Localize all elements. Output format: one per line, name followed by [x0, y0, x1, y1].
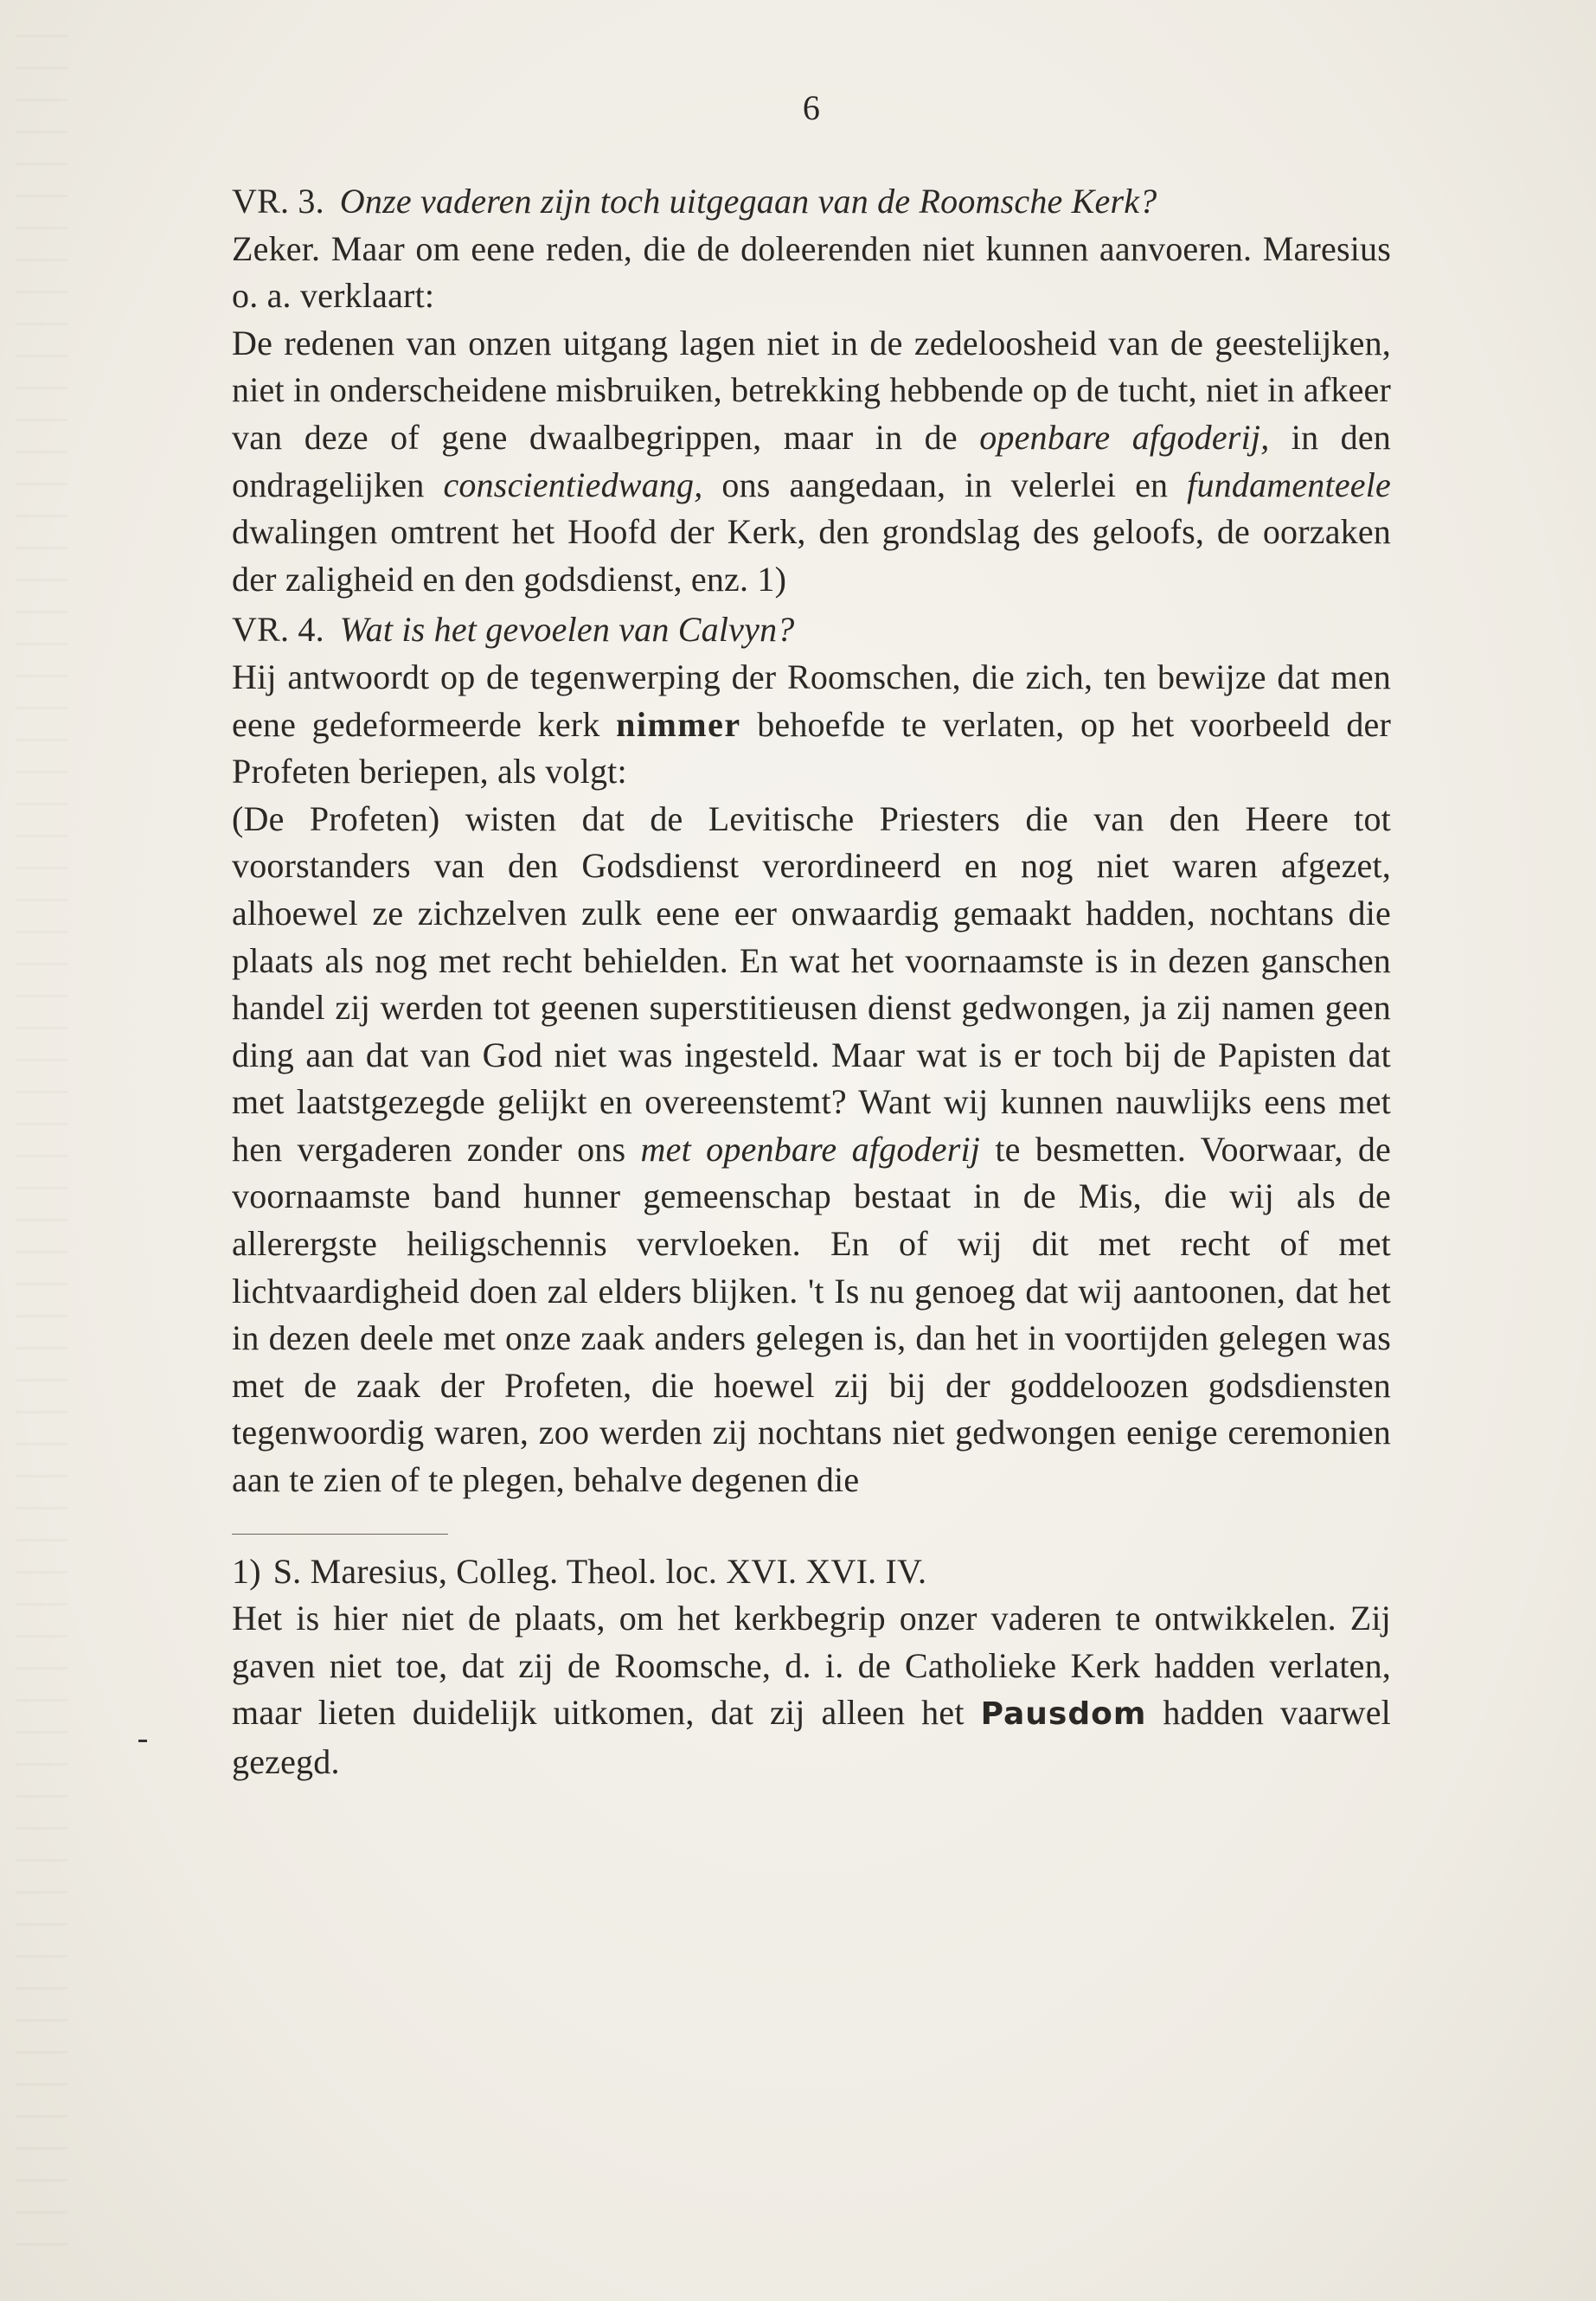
- footnote-number: 1): [232, 1551, 261, 1591]
- footnote-text: [232, 1595, 1391, 1785]
- maresius-quote-italic-3: fundamenteele: [1187, 465, 1391, 504]
- maresius-quote-part-2: in den ondragelijken: [232, 417, 1391, 504]
- footnote-reference: [232, 1548, 1391, 1596]
- maresius-quote-italic-1: openbare afgoderij,: [979, 417, 1270, 457]
- calvin-quote-italic: met openbare afgoderij: [640, 1129, 981, 1169]
- page-number: 6: [802, 88, 821, 127]
- footnote: [232, 1548, 1391, 1786]
- question-4-text: Wat is het gevoelen van Calvyn?: [339, 610, 795, 650]
- question-4: [232, 606, 1391, 654]
- maresius-quote-italic-2: conscientiedwang,: [443, 465, 703, 504]
- footnote-text-part-1: Het is hier niet de plaats, om het kerkbegrip onzer vaderen te ontwikkelen. Zij gaven niet toe, dat zij de Roomsche, d. i. de Catholieke Kerk hadden verlaten, maar lieten duidelijk uitkomen, dat zij alleen het: [232, 1599, 1391, 1733]
- footnote-text-part-2: hadden vaarwel gezegd.: [232, 1693, 1391, 1781]
- answer-4-part-1: Hij antwoordt op de tegenwerping der Roomschen, die zich, ten bewijze dat men eene gedeformeerde kerk: [232, 657, 1391, 744]
- maresius-quote-part-1: De redenen van onzen uitgang lagen niet in de zedeloosheid van de geestelijken, niet in onderscheidene misbruiken, betrekking hebbende op de tucht, niet in afkeer van deze of gene dwaalbegrippen, maar in de: [232, 323, 1391, 457]
- answer-4-bold: nimmer: [616, 704, 741, 744]
- calvin-quote: [232, 796, 1391, 1504]
- question-3-label: VR. 3.: [232, 182, 324, 221]
- footnote-citation: S. Maresius, Colleg. Theol. loc. XVI. XVI. IV.: [272, 1551, 927, 1591]
- page-body: [232, 78, 1391, 1786]
- maresius-quote-part-3: ons aangedaan, in velerlei en: [702, 465, 1188, 504]
- question-3: [232, 178, 1391, 226]
- answer-4-part-2: behoefde te verlaten, op het voorbeeld der Profeten beriepen, als volgt:: [232, 704, 1391, 792]
- footnote-bold: Pausdom: [980, 1696, 1147, 1733]
- margin-mark: [138, 1740, 147, 1742]
- calvin-quote-part-1: (De Profeten) wisten dat de Levitische Priesters die van den Heere tot voorstanders van den Godsdienst verordineerd en nog niet waren afgezet, alhoewel ze zichzelven zulk eene eer onwaardig gemaakt hadden, nochtans die plaats als nog met recht behielden. En wat het voornaamste is in dezen ganschen handel zij werden tot geenen superstitieusen dienst gedwongen, ja zij namen geen ding aan dat van God niet was ingesteld. Maar wat is er toch bij de Papisten dat met laatstgezegde gelijkt en overeenstemt? Want wij kunnen nauwlijks eens met hen vergaderen zonder ons: [232, 798, 1391, 1169]
- answer-3-intro: Zeker. Maar om eene reden, die de doleerenden niet kunnen aanvoeren. Maresius o. a. verklaart:: [232, 228, 1391, 316]
- question-4-label: VR. 4.: [232, 610, 324, 650]
- question-3-text: Onze vaderen zijn toch uitgegaan van de Roomsche Kerk?: [339, 182, 1157, 221]
- answer-4-intro: [232, 654, 1391, 796]
- footnote-divider: [232, 1534, 448, 1535]
- maresius-quote: [232, 320, 1391, 604]
- maresius-quote-part-4: dwalingen omtrent het Hoofd der Kerk, den grondslag des geloofs, de oorzaken der zaligheid en den godsdienst, enz. 1): [232, 512, 1391, 599]
- calvin-quote-part-2: te besmetten. Voorwaar, de voornaamste band hunner gemeenschap bestaat in de Mis, die wij als de allerergste heiligschennis vervloeken. En of wij dit met recht of met lichtvaardigheid doen zal elders blijken. 't Is nu genoeg dat wij aantoonen, dat het in dezen deele met onze zaak anders gelegen is, dan het in voortijden gelegen was met de zaak der Profeten, die hoewel zij bij der goddeloozen godsdiensten tegenwoordig waren, zoo werden zij nochtans niet gedwongen eenige ceremonien aan te zien of te plegen, behalve degenen die: [232, 1129, 1391, 1500]
- page-edge-texture: [16, 35, 67, 2249]
